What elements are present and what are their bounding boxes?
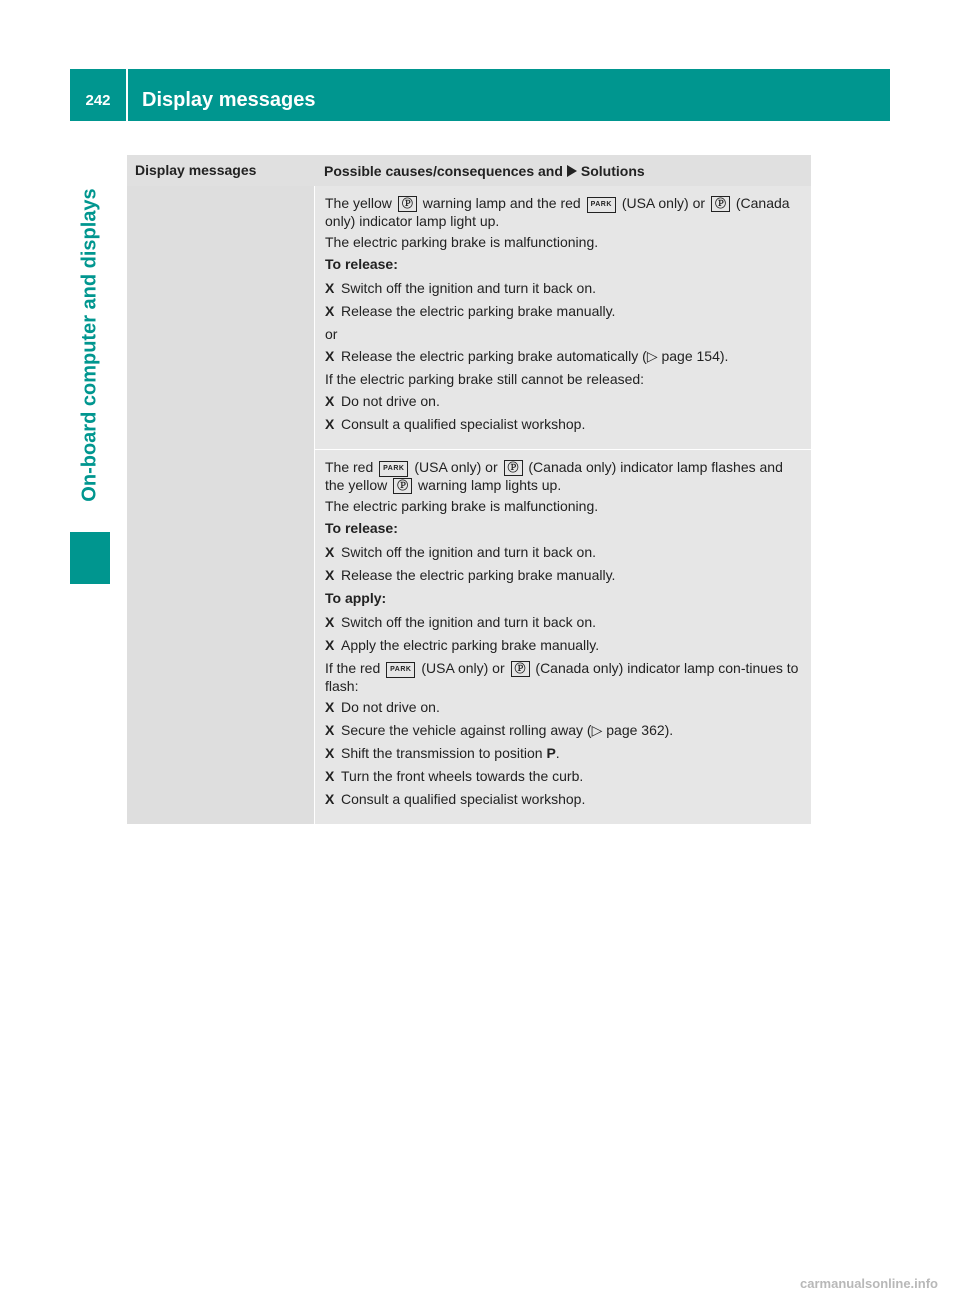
step-text: Consult a qualified specialist workshop. [341,416,586,432]
side-section-label [70,160,110,530]
page-ref-icon: ▷ [591,722,603,738]
step-marker-icon: X [325,637,335,653]
step-text: Do not drive on. [341,393,440,409]
brake-warning-icon: Ⓟ [511,661,530,677]
step-text-part: Release the electric parking brake automatically ( [341,348,647,364]
list-item [325,791,803,808]
table-row [315,186,811,449]
step-marker-icon: X [325,614,335,630]
intro-text: (Canada only) indicator lamp flashes and the yellow [325,459,783,493]
list-item [325,614,803,631]
page-ref-icon: ▷ [646,348,658,364]
intro-text: warning lamp and the red [422,195,581,211]
cause-text: The electric parking brake is malfunctioning. [325,498,599,514]
step-text: Turn the front wheels towards the curb. [341,768,584,784]
column-header-causes [314,155,811,186]
gear-position: P [546,745,556,761]
step-marker-icon: X [325,348,335,364]
condition-text-part: If the red [325,660,381,676]
column-header-display-messages: Display messages [135,162,257,178]
step-marker-icon: X [325,768,335,784]
cause-text: The electric parking brake is malfunctioning. [325,234,599,250]
list-item [325,303,803,320]
table-row [315,449,811,824]
intro-text: The red [325,459,374,475]
page-header [70,69,890,121]
page-ref-link[interactable]: page 362). [606,722,674,738]
table-header [127,155,811,186]
table-body [127,186,811,824]
step-marker-icon: X [325,416,335,432]
step-text-part: . [555,745,560,761]
intro-text: (Canada only) indicator lamp light up. [325,195,790,229]
condition-text-part: (USA only) or [421,660,505,676]
condition-text-part: (Canada only) indicator lamp con-tinues to flash: [325,660,799,694]
list-item [325,348,803,365]
step-text: Switch off the ignition and turn it back on. [341,544,597,560]
page-title: Display messages [142,89,316,111]
solutions-arrow-icon [567,165,577,177]
apply-heading: To apply: [325,590,387,606]
brake-warning-icon: Ⓟ [711,196,730,212]
watermark: carmanualsonline.info [800,1276,938,1291]
solutions-column [315,186,811,824]
intro-text: (USA only) or [621,195,706,211]
step-marker-icon: X [325,303,335,319]
step-text: Switch off the ignition and turn it back on. [341,614,597,630]
step-marker-icon: X [325,791,335,807]
or-text: or [325,326,338,342]
list-item [325,745,803,762]
brake-warning-icon: Ⓟ [398,196,417,212]
release-heading: To release: [325,520,398,536]
column-header-causes-text: Possible causes/consequences and [324,163,563,179]
step-text: Release the electric parking brake manually. [341,567,616,583]
step-text [341,348,728,365]
list-item [325,567,803,584]
list-item [325,416,803,433]
step-marker-icon: X [325,544,335,560]
step-text: Apply the electric parking brake manually. [341,637,600,653]
step-marker-icon: X [325,699,335,715]
list-item [325,280,803,297]
page-number: 242 [85,92,111,109]
intro-text: warning lamp lights up. [418,477,562,493]
list-item [325,699,803,716]
step-text-part: Shift the transmission to position [341,745,543,761]
list-item [325,637,803,654]
display-message-cell [127,186,315,824]
column-header-solutions-text: Solutions [580,163,645,179]
step-marker-icon: X [325,393,335,409]
step-text-part: Secure the vehicle against rolling away ( [341,722,592,738]
park-icon: PARK [587,197,616,213]
park-icon: PARK [386,662,415,678]
step-text: Switch off the ignition and turn it back on. [341,280,597,296]
side-tab-marker [70,532,110,584]
step-text: Consult a qualified specialist workshop. [341,791,586,807]
condition-text [325,660,803,695]
list-item [325,393,803,410]
brake-warning-icon: Ⓟ [393,478,412,494]
step-text: Do not drive on. [341,699,440,715]
condition-text: If the electric parking brake still cannot be released: [325,371,645,387]
row-intro [325,459,803,494]
row-intro [325,195,803,230]
side-section-text: On-board computer and displays [78,188,101,502]
intro-text: The yellow [325,195,392,211]
brake-warning-icon: Ⓟ [504,460,523,476]
step-marker-icon: X [325,280,335,296]
step-marker-icon: X [325,567,335,583]
step-marker-icon: X [325,745,335,761]
header-divider [126,69,128,121]
step-text [341,722,673,739]
list-item [325,544,803,561]
release-heading: To release: [325,256,398,272]
intro-text: (USA only) or [414,459,498,475]
page-ref-link[interactable]: page 154). [661,348,729,364]
display-messages-table [127,155,811,824]
park-icon: PARK [379,461,408,477]
list-item [325,722,803,739]
step-text: Release the electric parking brake manually. [341,303,616,319]
list-item [325,768,803,785]
step-marker-icon: X [325,722,335,738]
step-text [341,745,560,762]
